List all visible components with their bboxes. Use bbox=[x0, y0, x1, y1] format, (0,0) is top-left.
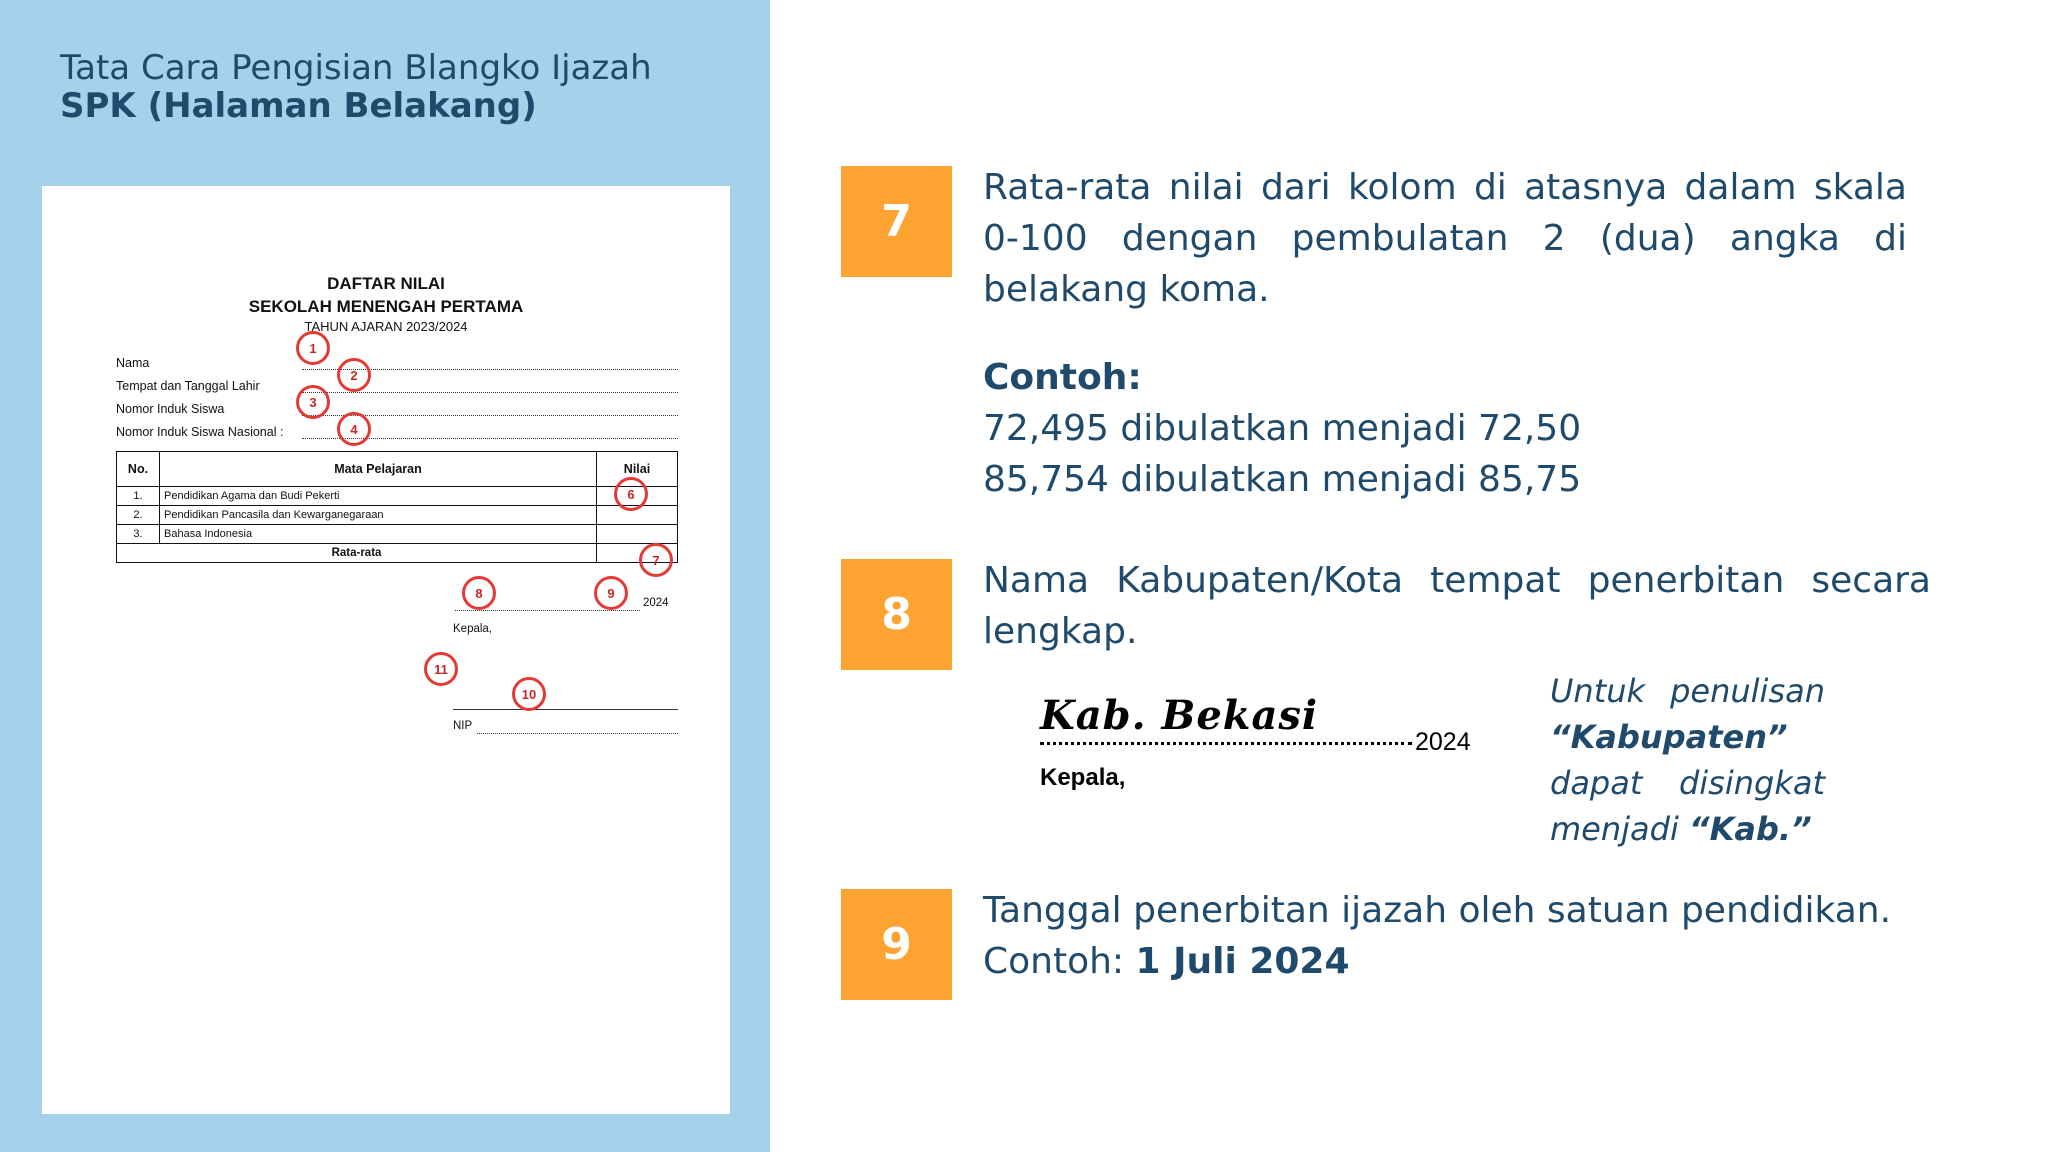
note-line-2: “Kabupaten” bbox=[1550, 718, 1788, 756]
table-header-row bbox=[117, 452, 678, 487]
signature-line bbox=[453, 709, 678, 710]
marker-4: 4 bbox=[337, 412, 371, 446]
sample-year: 2024 bbox=[1415, 728, 1471, 756]
doc-subtitle: SEKOLAH MENENGAH PERTAMA bbox=[248, 297, 524, 316]
signature-sample bbox=[1040, 692, 1480, 802]
nip-line bbox=[477, 733, 678, 734]
row-subject: Pendidikan Pancasila dan Kewarganegaraan bbox=[160, 506, 597, 525]
date-line bbox=[455, 610, 640, 611]
item-7-example-label: Contoh: bbox=[983, 357, 1142, 398]
grades-table bbox=[116, 451, 678, 563]
item-9-text: Tanggal penerbitan ijazah oleh satuan pendidikan. bbox=[983, 890, 1892, 931]
marker-8: 8 bbox=[462, 576, 496, 610]
field-nama: Nama bbox=[116, 356, 150, 370]
table-row bbox=[117, 506, 678, 525]
marker-2: 2 bbox=[337, 358, 371, 392]
field-ttl: Tempat dan Tanggal Lahir bbox=[116, 379, 260, 393]
marker-6: 6 bbox=[614, 477, 648, 511]
field-nisn: Nomor Induk Siswa Nasional : bbox=[116, 425, 284, 439]
doc-nip: NIP bbox=[453, 720, 473, 732]
note-line-4 bbox=[1550, 806, 1825, 852]
sample-dotted-line bbox=[1040, 742, 1412, 745]
item-9-example-prefix: Contoh: bbox=[983, 941, 1136, 982]
marker-3: 3 bbox=[296, 385, 330, 419]
doc-title: DAFTAR NILAI bbox=[327, 274, 445, 293]
col-no: No. bbox=[117, 452, 160, 487]
doc-year: TAHUN AJARAN 2023/2024 bbox=[304, 319, 468, 334]
field-line bbox=[302, 392, 678, 393]
row-subject: Bahasa Indonesia bbox=[160, 525, 597, 544]
item-7-example-2: 85,754 dibulatkan menjadi 85,75 bbox=[983, 459, 1582, 500]
field-nis: Nomor Induk Siswa bbox=[116, 402, 225, 416]
certificate-back-page bbox=[42, 186, 730, 1114]
page-subtitle: SPK (Halaman Belakang) bbox=[60, 86, 537, 126]
marker-7: 7 bbox=[639, 543, 673, 577]
note-line-4-prefix: menjadi bbox=[1550, 810, 1690, 848]
abbreviation-note bbox=[1550, 668, 1825, 852]
item-7-text: Rata-rata nilai dari kolom di atasnya dalam skala 0-100 dengan pembulatan 2 (dua) angka di belakang koma. bbox=[983, 167, 1907, 310]
table-row bbox=[117, 487, 678, 506]
table-average-row bbox=[117, 544, 678, 563]
doc-kepala: Kepala, bbox=[453, 623, 493, 635]
item-7-badge: 7 bbox=[841, 166, 952, 277]
note-line-4-bold: “Kab.” bbox=[1689, 810, 1812, 848]
sample-place: Kab. Bekasi bbox=[1040, 692, 1319, 739]
item-7-example-1: 72,495 dibulatkan menjadi 72,50 bbox=[983, 408, 1582, 449]
average-label: Rata-rata bbox=[117, 544, 597, 563]
row-no: 1. bbox=[117, 487, 160, 506]
marker-11: 11 bbox=[424, 652, 458, 686]
item-9-badge: 9 bbox=[841, 889, 952, 1000]
row-subject: Pendidikan Agama dan Budi Pekerti bbox=[160, 487, 597, 506]
item-9-example-value: 1 Juli 2024 bbox=[1135, 941, 1350, 982]
sample-kepala: Kepala, bbox=[1040, 764, 1126, 791]
date-year: 2024 bbox=[643, 597, 669, 609]
item-8-badge: 8 bbox=[841, 559, 952, 670]
marker-10: 10 bbox=[512, 677, 546, 711]
marker-9: 9 bbox=[594, 576, 628, 610]
table-row bbox=[117, 525, 678, 544]
note-line-3: dapat disingkat bbox=[1550, 764, 1825, 802]
row-no: 3. bbox=[117, 525, 160, 544]
item-8-text: Nama Kabupaten/Kota tempat penerbitan secara lengkap. bbox=[983, 560, 1931, 652]
note-line-1: Untuk penulisan bbox=[1550, 672, 1825, 710]
col-score: Nilai bbox=[597, 452, 678, 487]
left-panel bbox=[0, 0, 770, 1152]
row-score bbox=[597, 525, 678, 544]
marker-1: 1 bbox=[296, 331, 330, 365]
col-subject: Mata Pelajaran bbox=[160, 452, 597, 487]
item-9-example bbox=[983, 936, 1350, 987]
row-no: 2. bbox=[117, 506, 160, 525]
page-title: Tata Cara Pengisian Blangko Ijazah bbox=[60, 48, 652, 88]
